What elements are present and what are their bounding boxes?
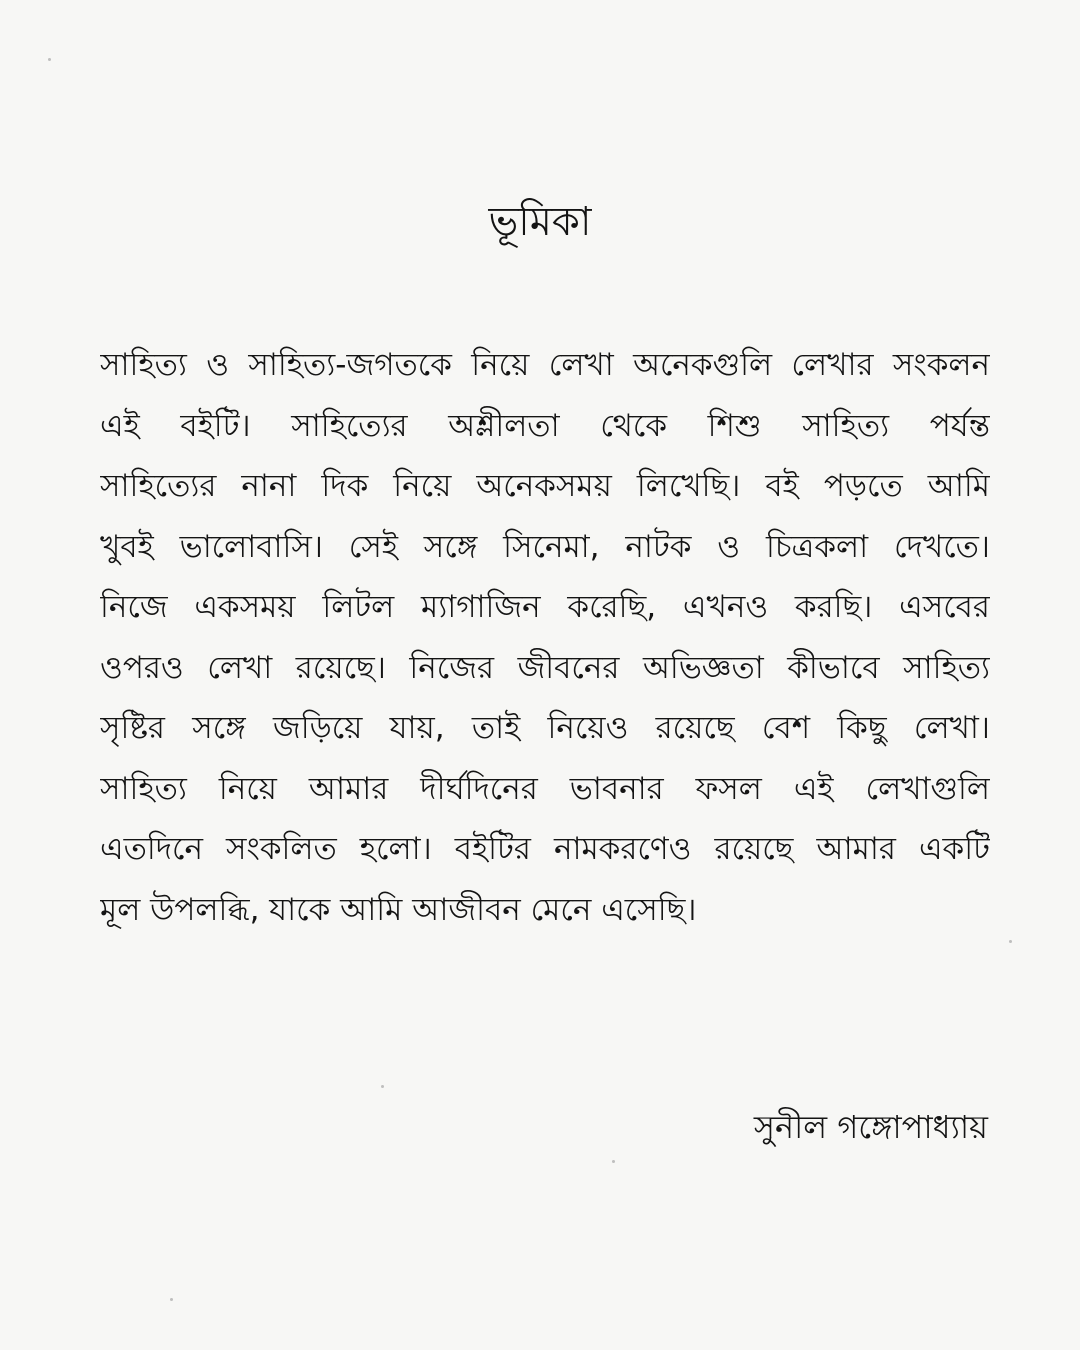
paper-speck [170, 1298, 173, 1301]
paragraph-line: মূল উপলব্ধি, যাকে আমি আজীবন মেনে এসেছি। [100, 891, 697, 928]
paper-speck [48, 58, 51, 61]
paragraph-line: সাহিত্য নিয়ে আমার দীর্ঘদিনের ভাবনার ফসল এই লেখাগুলি [100, 770, 990, 807]
body-paragraph [100, 335, 990, 940]
author-signature: সুনীল গঙ্গোপাধ্যায় [753, 1108, 988, 1146]
paragraph-line: এই বইটি। সাহিত্যের অশ্লীলতা থেকে শিশু সাহিত্য পর্যন্ত [100, 407, 990, 444]
paragraph-line: খুবই ভালোবাসি। সেই সঙ্গে সিনেমা, নাটক ও চিত্রকলা দেখতে। [100, 528, 990, 565]
paragraph-line: নিজে একসময় লিটল ম্যাগাজিন করেছি, এখনও করছি। এসবের [100, 589, 990, 625]
paper-speck [1009, 940, 1012, 943]
paragraph-line: এতদিনে সংকলিত হলো। বইটির নামকরণেও রয়েছে আমার একটি [100, 831, 990, 867]
paragraph-line: সাহিত্যের নানা দিক নিয়ে অনেকসময় লিখেছি। বই পড়তে আমি [100, 468, 990, 504]
document-title: ভূমিকা [488, 199, 592, 245]
paragraph-line: সৃষ্টির সঙ্গে জড়িয়ে যায়, তাই নিয়েও রয়েছে বেশ কিছু লেখা। [100, 710, 990, 746]
paragraph-line: সাহিত্য ও সাহিত্য-জগতকে নিয়ে লেখা অনেকগুলি লেখার সংকলন [100, 347, 990, 383]
paper-speck [381, 1085, 384, 1088]
paper-speck [612, 1160, 615, 1163]
paragraph-line: ওপরও লেখা রয়েছে। নিজের জীবনের অভিজ্ঞতা কীভাবে সাহিত্য [100, 649, 990, 686]
